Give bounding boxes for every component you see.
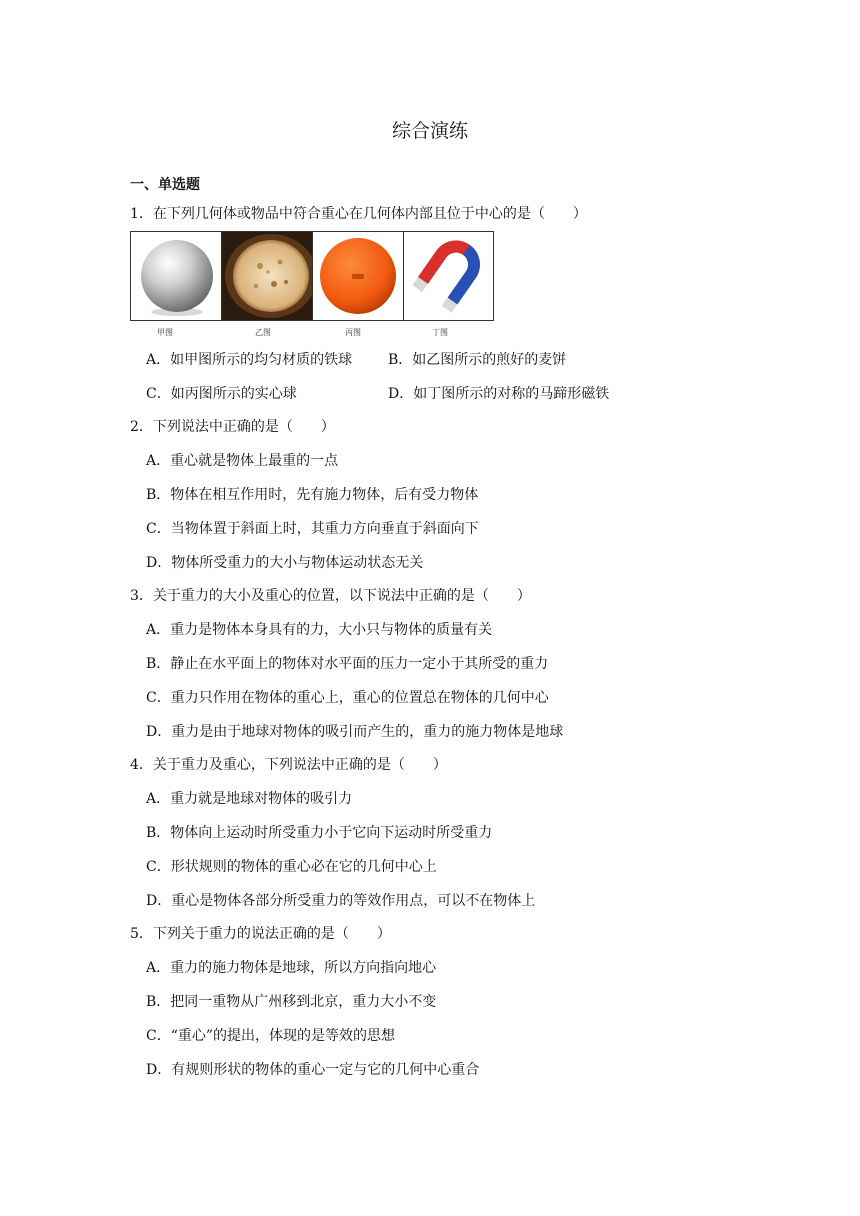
question-2-option-c: C．当物体置于斜面上时，其重力方向垂直于斜面向下 [146,521,479,537]
question-1-option-b: B．如乙图所示的煎好的麦饼 [388,352,567,368]
question-3-option-b: B．静止在水平面上的物体对水平面的压力一定小于其所受的重力 [146,656,549,672]
question-2-option-d: D．物体所受重力的大小与物体运动状态无关 [146,555,424,571]
question-5-option-a: A．重力的施力物体是地球，所以方向指向地心 [146,960,437,976]
question-4-stem: 4．关于重力及重心，下列说法中正确的是（ ） [130,757,447,773]
question-4-option-b: B．物体向上运动时所受重力小于它向下运动时所受重力 [146,825,493,841]
page-title: 综合演练 [391,120,468,142]
question-3-option-c: C．重力只作用在物体的重心上，重心的位置总在物体的几何中心 [146,690,549,706]
question-1-stem: 1．在下列几何体或物品中符合重心在几何体内部且位于中心的是（ ） [130,206,587,222]
question-2-option-a: A．重心就是物体上最重的一点 [146,453,339,469]
wheat-pancake-image [222,232,313,320]
question-3-option-a: A．重力是物体本身具有的力，大小只与物体的质量有关 [146,622,493,638]
question-2-option-b: B．物体在相互作用时，先有施力物体，后有受力物体 [146,487,479,503]
question-4-option-d: D．重心是物体各部分所受重力的等效作用点，可以不在物体上 [146,893,536,909]
section-heading: 一、单选题 [130,177,200,193]
question-1-figure [130,231,494,321]
question-5-option-d: D．有规则形状的物体的重心一定与它的几何中心重合 [146,1062,480,1078]
question-1-option-d: D．如丁图所示的对称的马蹄形磁铁 [388,386,610,402]
question-5-stem: 5．下列关于重力的说法正确的是（ ） [130,926,391,942]
question-3-stem: 3．关于重力的大小及重心的位置，以下说法中正确的是（ ） [130,588,531,604]
question-5-option-c: C．“重心”的提出，体现的是等效的思想 [146,1028,396,1044]
question-4-option-a: A．重力就是地球对物体的吸引力 [146,791,353,807]
question-1-option-c: C．如丙图所示的实心球 [146,386,297,402]
question-2-stem: 2．下列说法中正确的是（ ） [130,419,335,435]
solid-ball-image [313,232,404,320]
figure-caption-bing: 丙图 [345,328,361,337]
figure-caption-jia: 甲图 [157,328,173,337]
horseshoe-magnet-image [404,232,493,320]
question-1-option-a: A．如甲图所示的均匀材质的铁球 [146,352,353,368]
figure-caption-yi: 乙图 [255,328,271,337]
question-3-option-d: D．重力是由于地球对物体的吸引而产生的，重力的施力物体是地球 [146,724,564,740]
figure-caption-ding: 丁图 [432,328,448,337]
iron-ball-image [131,232,222,320]
question-5-option-b: B．把同一重物从广州移到北京，重力大小不变 [146,994,437,1010]
question-4-option-c: C．形状规则的物体的重心必在它的几何中心上 [146,859,437,875]
